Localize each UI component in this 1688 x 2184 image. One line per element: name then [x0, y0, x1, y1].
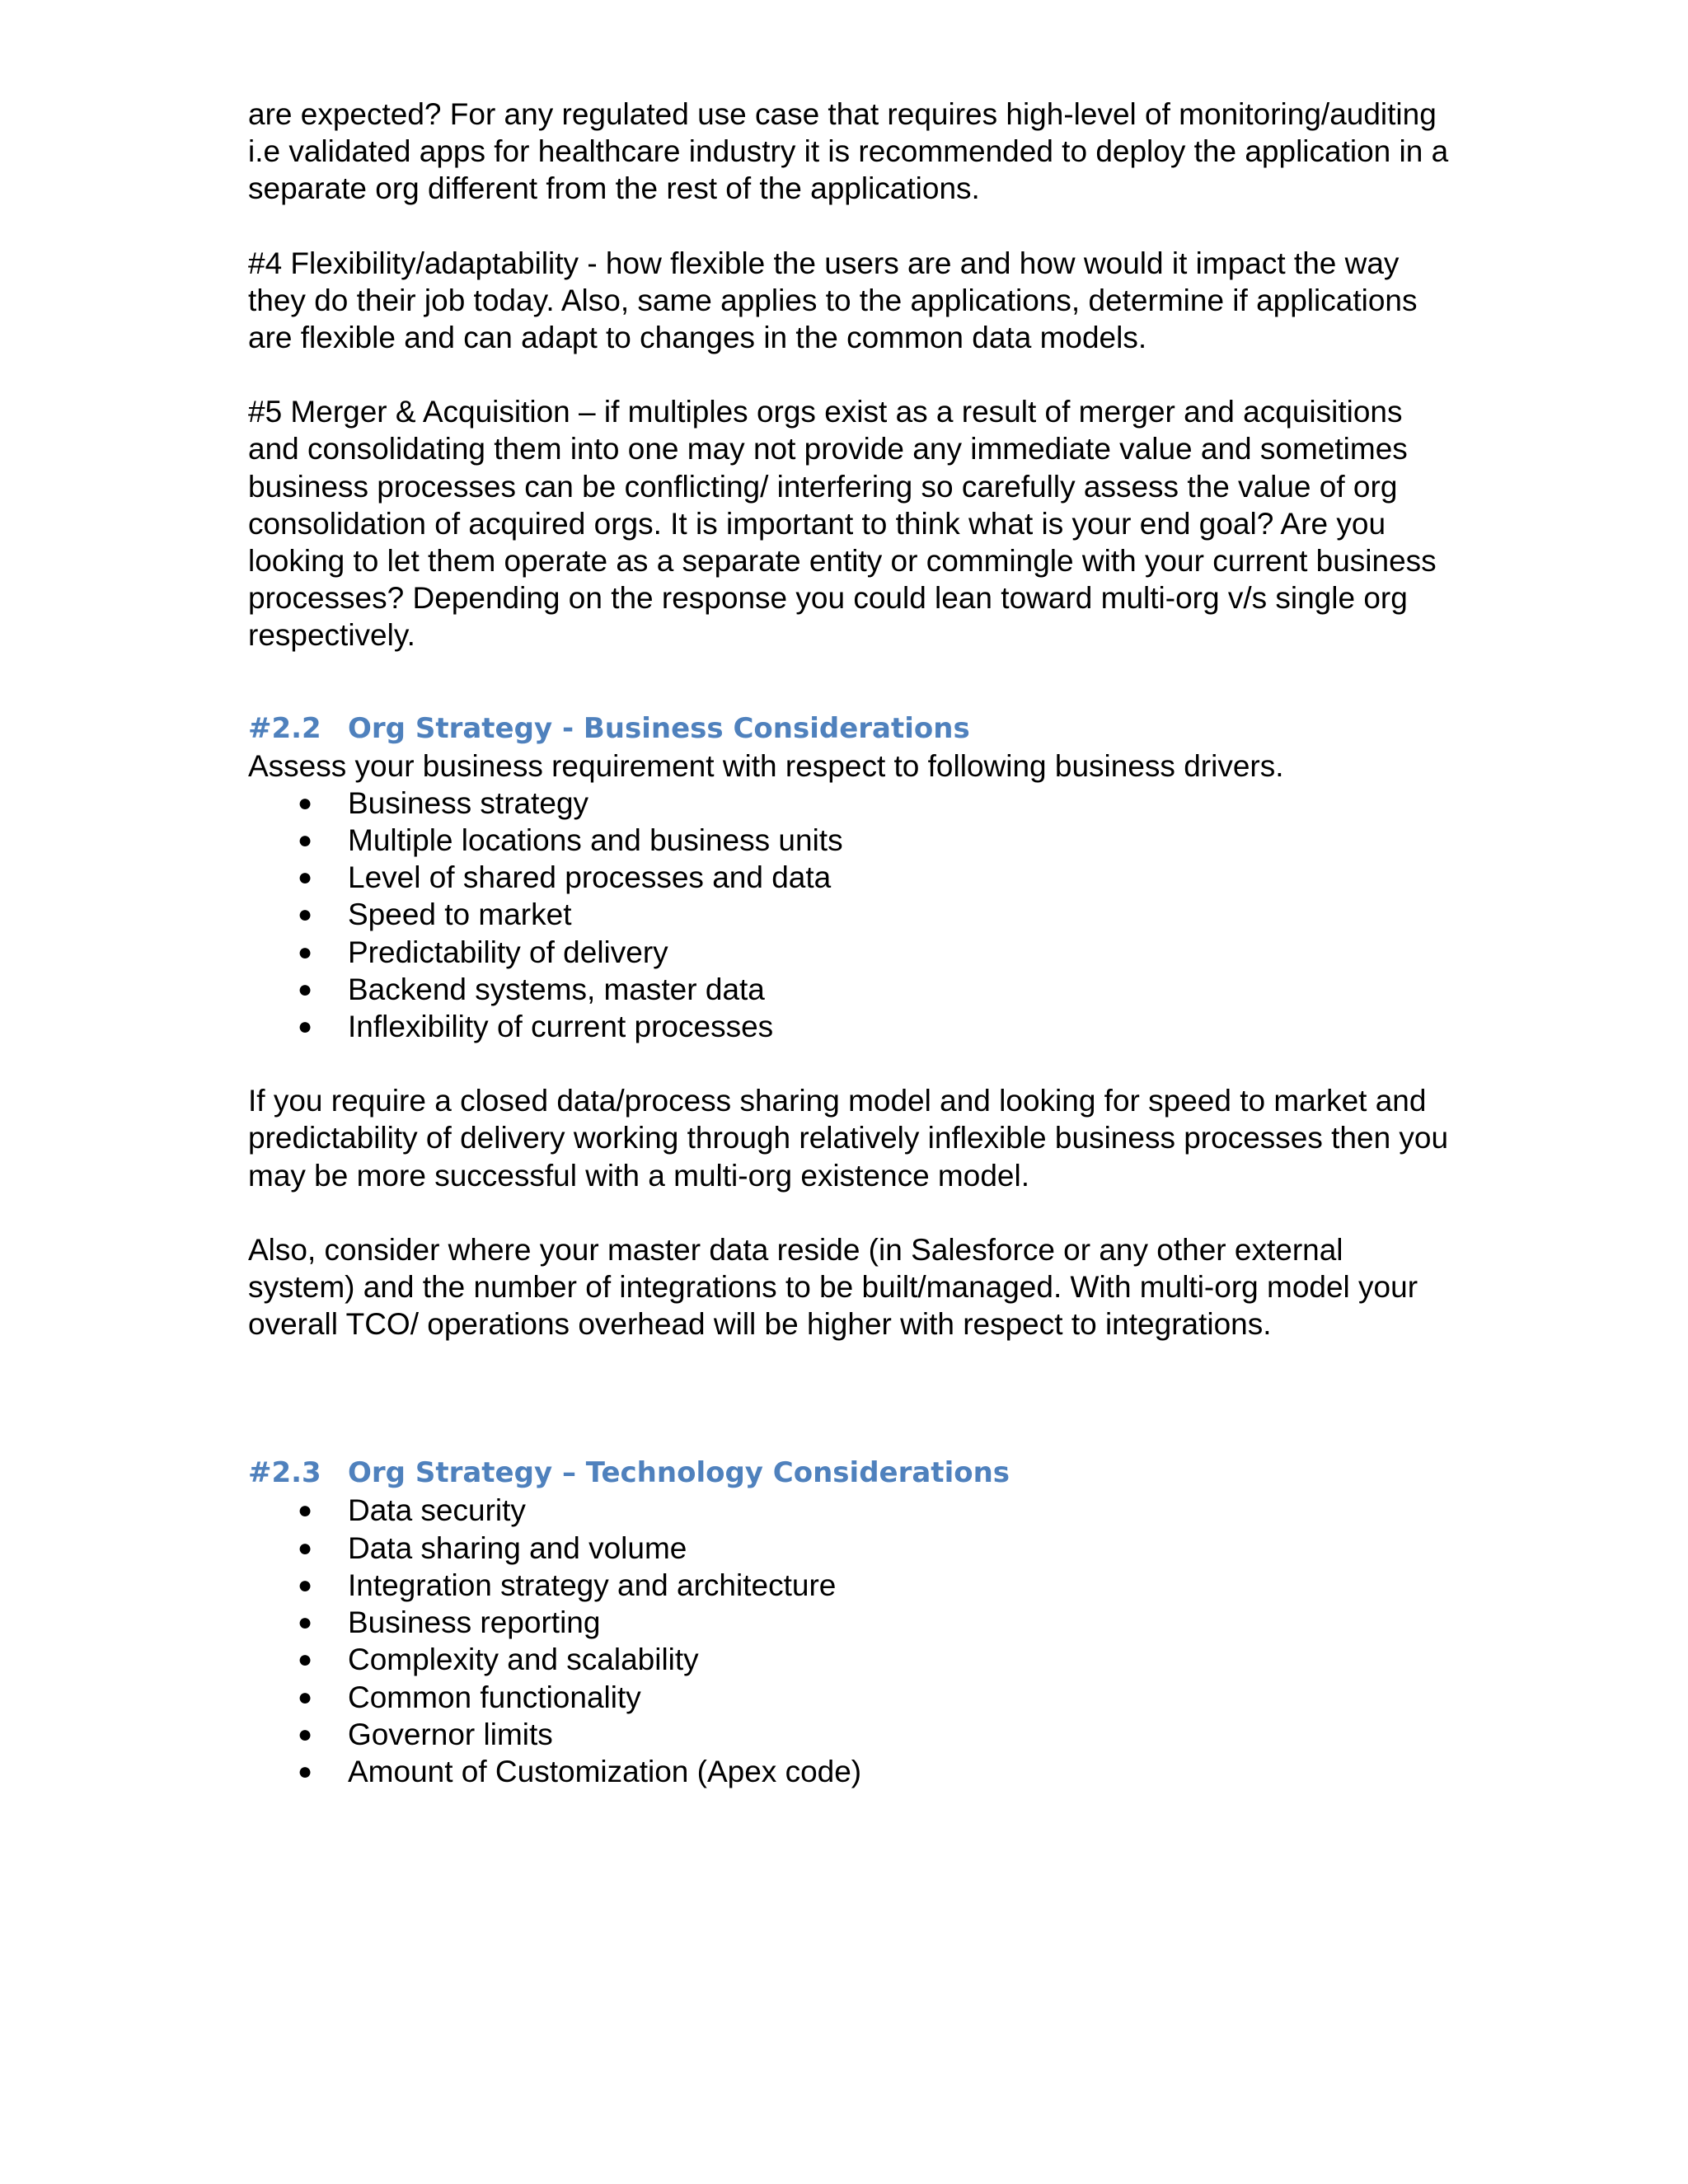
bullet-icon: ●: [298, 1683, 313, 1711]
list-item: ● Level of shared processes and data: [248, 859, 1451, 896]
paragraph-flexibility: #4 Flexibility/adaptability - how flexible the users are and how would it impact the way they do their job today. Also, same applies to the applications, determine if applications are flexible and can adapt to changes in the common data models.: [248, 246, 1418, 355]
list-item: ● Predictability of delivery: [248, 934, 1451, 971]
section-title: Org Strategy - Business Considerations: [348, 711, 970, 745]
document-page: [248, 96, 1451, 1790]
list-item: ● Common functionality: [248, 1679, 1451, 1716]
list-item: ● Data sharing and volume: [248, 1530, 1451, 1567]
section-number: #2.2: [248, 711, 321, 745]
list-item: ● Complexity and scalability: [248, 1641, 1451, 1678]
list-item: ● Inflexibility of current processes: [248, 1008, 1451, 1045]
list-item: ● Business strategy: [248, 785, 1451, 822]
bullet-icon: ●: [298, 938, 313, 966]
bullet-icon: ●: [298, 1646, 313, 1674]
list-item: ● Backend systems, master data: [248, 971, 1451, 1008]
business-drivers-list: [248, 785, 1451, 1045]
bullet-icon: ●: [298, 1013, 313, 1041]
list-item: ● Data security: [248, 1492, 1451, 1529]
paragraph-master-data: Also, consider where your master data reside (in Salesforce or any other external system) and the number of integrations to be built/managed. With multi-org model your overall TCO/ operations overhead will be higher with respect to integrations.: [248, 1232, 1418, 1342]
bullet-icon: ●: [298, 975, 313, 1003]
section-heading-2-2: [248, 710, 1451, 748]
technology-considerations-list: [248, 1492, 1451, 1790]
bullet-icon: ●: [298, 1534, 313, 1562]
bullet-icon: ●: [298, 789, 313, 817]
bullet-icon: ●: [298, 1497, 313, 1525]
bullet-icon: ●: [298, 1757, 313, 1785]
bullet-icon: ●: [298, 864, 313, 892]
list-item: ● Amount of Customization (Apex code): [248, 1753, 1451, 1790]
paragraph-regulated-use-case: are expected? For any regulated use case that requires high-level of monitoring/auditing i.e validated apps for healthcare industry it is recommended to deploy the application in a separate org different from the rest of the applications.: [248, 97, 1449, 206]
list-item: ● Governor limits: [248, 1716, 1451, 1753]
section-heading-2-3: [248, 1455, 1451, 1492]
bullet-icon: ●: [298, 1609, 313, 1637]
list-item: ● Multiple locations and business units: [248, 822, 1451, 859]
bullet-icon: ●: [298, 1720, 313, 1748]
paragraph-closed-sharing-model: If you require a closed data/process sharing model and looking for speed to market and predictability of delivery working through relatively inflexible business processes then you may be more successful with a multi-org existence model.: [248, 1084, 1449, 1193]
bullet-icon: ●: [298, 901, 313, 929]
section-number: #2.3: [248, 1456, 321, 1490]
bullet-icon: ●: [298, 827, 313, 855]
list-item: ● Integration strategy and architecture: [248, 1567, 1451, 1604]
paragraph-merger-acquisition: #5 Merger & Acquisition – if multiples orgs exist as a result of merger and acquisitions and consolidating them into one may not provide any immediate value and sometimes business processes can be conflicting/ interfering so carefully assess the value of org consolidation of acquired orgs. It is important to think what is your end goal? Are you looking to let them operate as a separate entity or commingle with your current business processes? Depending on the response you could lean toward multi-org v/s single org respectively.: [248, 395, 1437, 653]
list-item: ● Speed to market: [248, 896, 1451, 933]
section-title: Org Strategy – Technology Considerations: [348, 1456, 1010, 1490]
list-item: ● Business reporting: [248, 1604, 1451, 1641]
section-intro: Assess your business requirement with respect to following business drivers.: [248, 748, 1284, 783]
bullet-icon: ●: [298, 1571, 313, 1599]
